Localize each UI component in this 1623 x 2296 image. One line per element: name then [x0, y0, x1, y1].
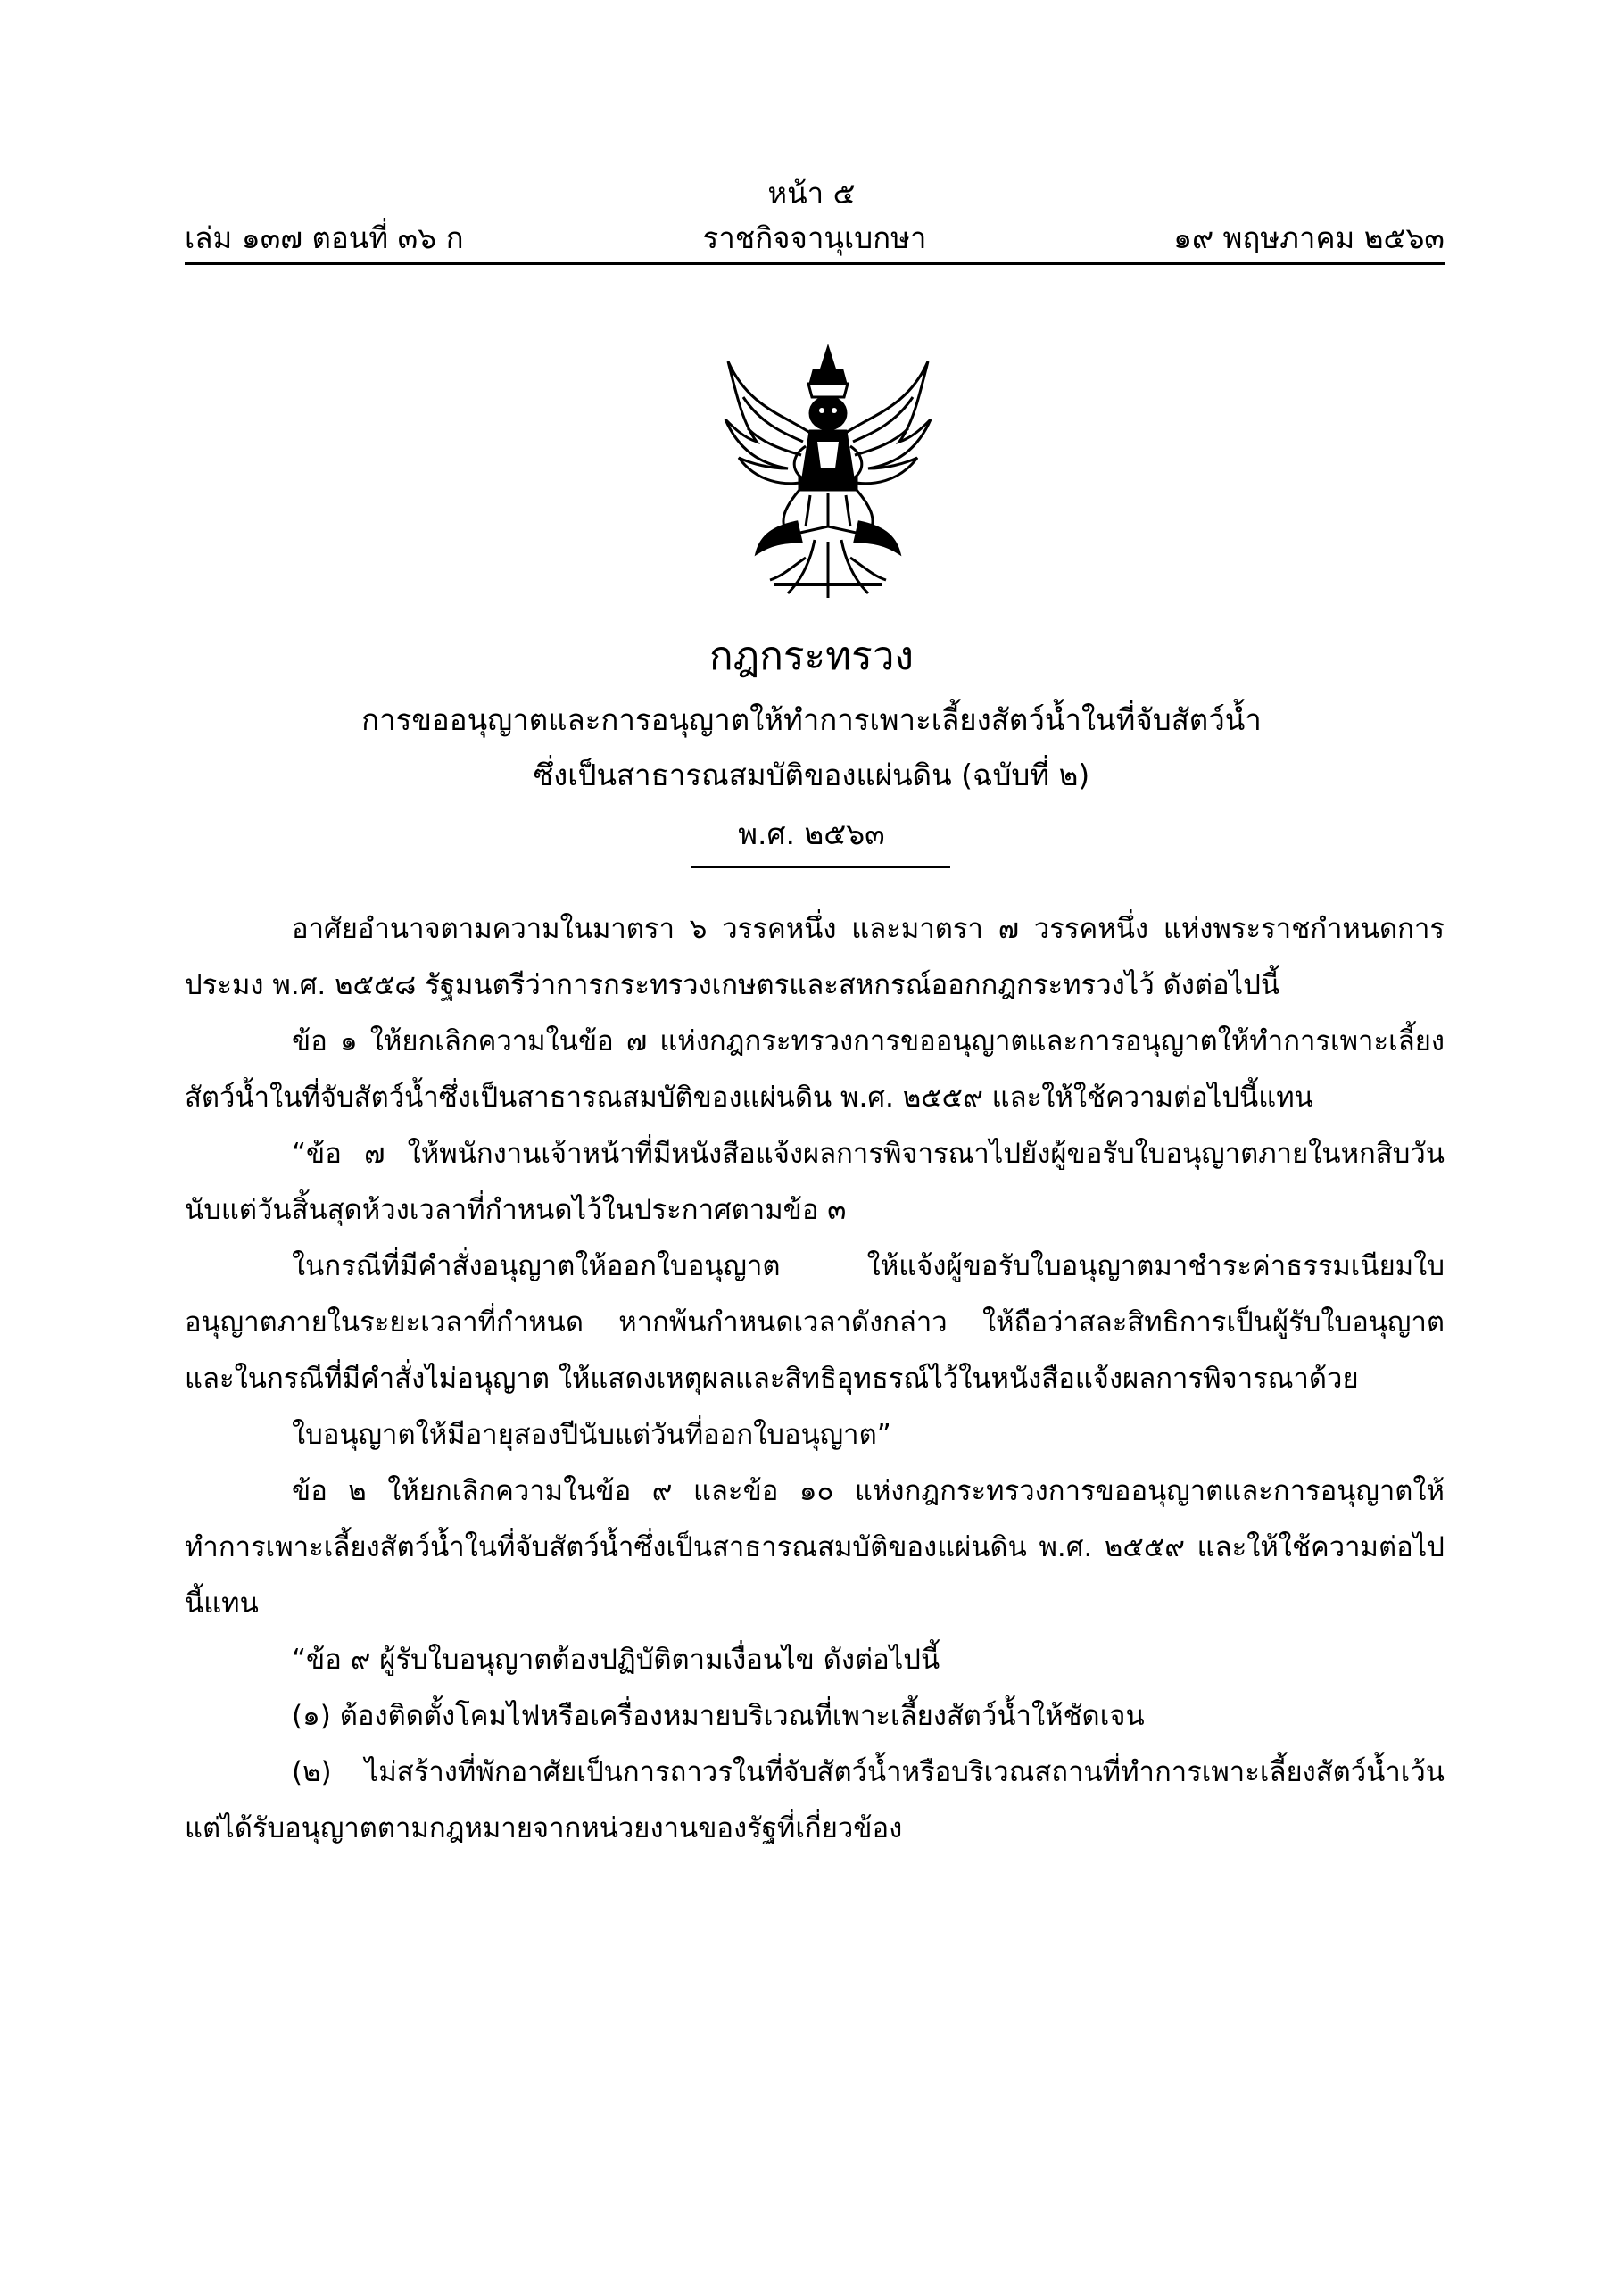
paragraph: “ข้อ ๗ ให้พนักงานเจ้าหน้าที่มีหนังสือแจ้งผลการพิจารณาไปยังผู้ขอรับใบอนุญาตภายในหกสิบวันนับแต่วันสิ้นสุดห้วงเวลาที่กำหนดไว้ในประกาศตามข้อ ๓ [185, 1138, 1445, 1226]
garuda-emblem-icon [721, 344, 935, 602]
gazette-header [185, 214, 1445, 264]
publication-date: ๑๙ พฤษภาคม ๒๕๖๓ [1173, 220, 1445, 255]
title-line-2: ซึ่งเป็นสาธารณสมบัติของแผ่นดิน (ฉบับที่ ๒) [533, 758, 1090, 792]
paragraph: ข้อ ๑ ให้ยกเลิกความในข้อ ๗ แห่งกฎกระทรวงการขออนุญาตและการอนุญาตให้ทำการเพาะเลี้ยงสัตว์น้ำในที่จับสัตว์น้ำซึ่งเป็นสาธารณสมบัติของแผ่นดิน พ.ศ. ๒๕๕๙ และให้ใช้ความต่อไปนี้แทน [185, 1025, 1445, 1114]
document-body [185, 901, 1445, 1857]
paragraph: (๒) ไม่สร้างที่พักอาศัยเป็นการถาวรในที่จับสัตว์น้ำหรือบริเวณสถานที่ทำการเพาะเลี้ยงสัตว์น้ำเว้นแต่ได้รับอนุญาตตามกฎหมายจากหน่วยงานของรัฐที่เกี่ยวข้อง [185, 1756, 1445, 1844]
document-title: กฎกระทรวง [709, 634, 914, 679]
volume-issue: เล่ม ๑๓๗ ตอนที่ ๓๖ ก [185, 220, 464, 255]
page-number: หน้า ๕ [767, 176, 856, 211]
title-year: พ.ศ. ๒๕๖๓ [738, 816, 885, 851]
paragraph: (๑) ต้องติดตั้งโคมไฟหรือเครื่องหมายบริเวณที่เพาะเลี้ยงสัตว์น้ำให้ชัดเจน [292, 1700, 1145, 1732]
title-divider [691, 866, 950, 868]
paragraph: “ข้อ ๙ ผู้รับใบอนุญาตต้องปฏิบัติตามเงื่อนไข ดังต่อไปนี้ [292, 1644, 940, 1676]
paragraph: ในกรณีที่มีคำสั่งอนุญาตให้ออกใบอนุญาต ให้แจ้งผู้ขอรับใบอนุญาตมาชำระค่าธรรมเนียมใบอนุญาตภายในระยะเวลาที่กำหนด หากพ้นกำหนดเวลาดังกล่าว ให้ถือว่าสละสิทธิการเป็นผู้รับใบอนุญาต และในกรณีที่มีคำสั่งไม่อนุญาต ให้แสดงเหตุผลและสิทธิอุทธรณ์ไว้ในหนังสือแจ้งผลการพิจารณาด้วย [185, 1250, 1445, 1395]
paragraph: ข้อ ๒ ให้ยกเลิกความในข้อ ๙ และข้อ ๑๐ แห่งกฎกระทรวงการขออนุญาตและการอนุญาตให้ทำการเพาะเลี้ยงสัตว์น้ำในที่จับสัตว์น้ำซึ่งเป็นสาธารณสมบัติของแผ่นดิน พ.ศ. ๒๕๕๙ และให้ใช้ความต่อไปนี้แทน [185, 1475, 1445, 1620]
paragraph: อาศัยอำนาจตามความในมาตรา ๖ วรรคหนึ่ง และมาตรา ๗ วรรคหนึ่ง แห่งพระราชกำหนดการประมง พ.ศ. ๒๕๕๘ รัฐมนตรีว่าการกระทรวงเกษตรและสหกรณ์ออกกฎกระทรวงไว้ ดังต่อไปนี้ [185, 913, 1445, 1001]
title-line-1: การขออนุญาตและการอนุญาตให้ทำการเพาะเลี้ยงสัตว์น้ำในที่จับสัตว์น้ำ [361, 702, 1262, 737]
paragraph: ใบอนุญาตให้มีอายุสองปีนับแต่วันที่ออกใบอนุญาต” [292, 1419, 891, 1451]
header-divider [185, 262, 1445, 265]
journal-name: ราชกิจจานุเบกษา [702, 220, 927, 255]
